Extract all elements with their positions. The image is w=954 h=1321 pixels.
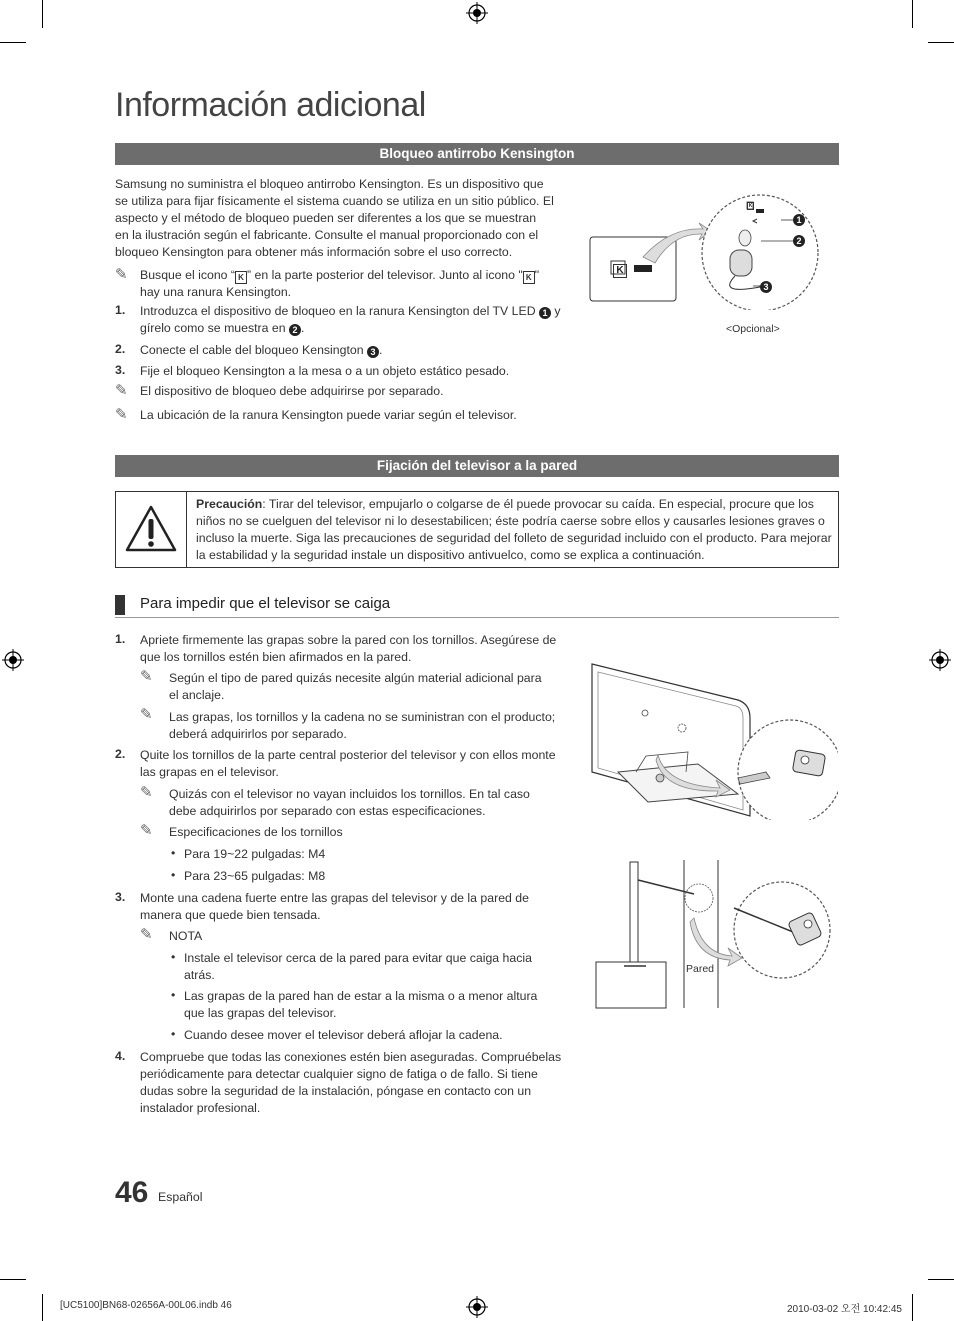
tv-wall-chain-illustration <box>594 858 834 1010</box>
step-text: Introduzca el dispositivo de bloqueo en la ranura Kensington del TV LED <box>140 304 536 318</box>
note-line: Instale el televisor cerca de la pared para evitar que caiga hacia <box>184 951 532 965</box>
screw-spec-item: Para 23~65 pulgadas: M8 <box>184 869 326 883</box>
wall-step-1-note-1 <box>169 670 569 704</box>
step-number: 1. <box>115 632 126 646</box>
step-line: instalador profesional. <box>140 1101 261 1115</box>
kensington-note-3: La ubicación de la ranura Kensington puede variar según el televisor. <box>140 408 517 422</box>
trim-mark <box>912 1294 913 1321</box>
note-item <box>184 950 564 984</box>
step-number: 2. <box>115 342 126 356</box>
step-line <box>140 320 570 337</box>
step-number: 3. <box>115 890 126 904</box>
trim-mark <box>0 42 26 43</box>
pencil-note-icon: ✎ <box>140 926 153 943</box>
wall-label: Pared <box>686 963 715 975</box>
pencil-note-icon: ✎ <box>115 266 128 283</box>
pencil-note-icon: ✎ <box>115 406 128 423</box>
intro-line: en la ilustración según el fabricante. Consulte el manual proporcionado con el <box>115 228 539 242</box>
wall-step-3-note: NOTA <box>169 929 203 943</box>
note-item <box>184 988 564 1022</box>
pencil-note-icon: ✎ <box>140 706 153 723</box>
note-text: Busque el icono “ <box>140 268 236 282</box>
pencil-note-icon: ✎ <box>140 668 153 685</box>
caution-line <box>196 496 836 513</box>
registration-crosshair-icon <box>466 2 488 24</box>
bullet: • <box>171 846 176 860</box>
note-line: deberá adquirirlos por separado. <box>169 727 347 741</box>
registration-crosshair-icon <box>466 1296 488 1318</box>
note-line: el anclaje. <box>169 688 225 702</box>
note-line: atrás. <box>184 968 215 982</box>
intro-line: aspecto y el método de bloqueo pueden ser diferentes a los que se muestran <box>115 211 537 225</box>
registration-crosshair-icon <box>929 649 951 671</box>
note-line: Quizás con el televisor no vayan incluidos los tornillos. En tal caso <box>169 787 530 801</box>
registration-crosshair-icon <box>2 649 24 671</box>
note-line: hay una ranura Kensington. <box>140 285 292 299</box>
kensington-k-icon: K <box>523 271 535 284</box>
warning-triangle-icon <box>124 504 178 554</box>
bullet: • <box>171 868 176 882</box>
note-item: Cuando desee mover el televisor deberá aflojar la cadena. <box>184 1028 503 1042</box>
wall-step-2 <box>140 747 570 781</box>
kensington-k-icon: K <box>748 203 753 209</box>
caution-divider <box>186 491 187 568</box>
intro-line: Samsung no suministra el bloqueo antirrobo Kensington. Es un dispositivo que <box>115 177 544 191</box>
step-line: manera que quede bien tensada. <box>140 908 321 922</box>
caution-label: Precaución <box>196 497 263 511</box>
bullet: • <box>171 988 176 1002</box>
kensington-k-icon: K <box>613 264 627 278</box>
step-line <box>140 303 570 320</box>
wall-step-1-note-2 <box>169 709 569 743</box>
caution-line: la estabilidad y la seguridad instale un dispositivo antivuelco, como se explica a continuación. <box>196 548 705 562</box>
trim-mark <box>0 1279 26 1280</box>
subsection-marker <box>115 595 125 615</box>
callout-1-badge: 1 <box>793 214 805 226</box>
footer-file-info: [UC5100]BN68-02656A-00L06.indb 46 <box>60 1300 232 1311</box>
caution-line: niños no se cuelguen del televisor ni lo desestabilicen; éste podría caerse sobre ellos y causarles lesiones graves o <box>196 514 825 528</box>
callout-3-badge: 3 <box>367 346 379 358</box>
subsection-rule <box>115 617 839 618</box>
callout-2-badge: 2 <box>793 235 805 247</box>
pencil-note-icon: ✎ <box>140 784 153 801</box>
bullet: • <box>171 1027 176 1041</box>
note-line: que las grapas del televisor. <box>184 1006 337 1020</box>
note-text: ” en la parte posterior del televisor. Junto al icono " <box>247 268 523 282</box>
note-text: " <box>534 268 540 282</box>
step-line: dudas sobre la seguridad de la instalación, póngase en contacto con un <box>140 1084 532 1098</box>
kensington-step-1 <box>140 303 570 337</box>
bullet: • <box>171 950 176 964</box>
section-bar-kensington: Bloqueo antirrobo Kensington <box>115 143 839 165</box>
caution-line: incluso la muerte. Siga las precauciones de seguridad del folleto de seguridad incluido con el producto. Para mejorar <box>196 531 832 545</box>
trim-mark <box>42 0 43 28</box>
intro-line: se utiliza para fijar físicamente el sistema cuando se utiliza en un sitio público. El <box>115 194 554 208</box>
figure-caption: <Opcional> <box>726 323 780 335</box>
step-number: 3. <box>115 363 126 377</box>
note-line <box>140 267 570 284</box>
kensington-step-3: Fije el bloqueo Kensington a la mesa o a un objeto estático pesado. <box>140 364 510 378</box>
step-line: Monte una cadena fuerte entre las grapas del televisor y de la pared de <box>140 891 529 905</box>
tv-rear-clamp-illustration <box>588 660 838 820</box>
pencil-note-icon: ✎ <box>140 822 153 839</box>
step-line: Apriete firmemente las grapas sobre la pared con los tornillos. Asegúrese de <box>140 633 557 647</box>
kensington-intro <box>115 176 555 261</box>
caution-line-text: : Tirar del televisor, empujarlo o colgarse de él puede provocar su caída. En especial, procure que los <box>262 497 814 511</box>
callout-3-badge: 3 <box>760 281 772 293</box>
kensington-k-icon: K <box>235 271 247 284</box>
step-text: gírelo como se muestra en <box>140 321 286 335</box>
step-text: . <box>301 321 305 335</box>
step-line: Compruebe que todas las conexiones estén bien aseguradas. Compruébelas <box>140 1050 562 1064</box>
wall-step-1 <box>140 632 570 666</box>
page-title: Información adicional <box>115 86 426 124</box>
caution-text <box>196 496 836 564</box>
subsection-heading: Para impedir que el televisor se caiga <box>140 595 391 612</box>
step-line: Quite los tornillos de la parte central posterior del televisor y con ellos monte <box>140 748 556 762</box>
kensington-step-2 <box>140 342 570 359</box>
step-text: . <box>378 343 383 357</box>
wall-step-2-note-1 <box>169 786 569 820</box>
note-line: Según el tipo de pared quizás necesite algún material adicional para <box>169 671 542 685</box>
trim-mark <box>928 1279 954 1280</box>
section-bar-wall: Fijación del televisor a la pared <box>115 455 839 477</box>
step-number: 2. <box>115 747 126 761</box>
intro-line: bloqueo Kensington para obtener más información sobre el uso correcto. <box>115 245 513 259</box>
callout-1-badge: 1 <box>539 307 551 319</box>
trim-mark <box>42 1294 43 1321</box>
wall-step-2-note-2: Especificaciones de los tornillos <box>169 825 343 839</box>
kensington-lock-illustration <box>585 185 830 310</box>
step-line: periódicamente para detectar cualquier signo de fatiga o de fallo. Si tiene <box>140 1067 538 1081</box>
page-number: 46 <box>115 1176 149 1209</box>
screw-spec-item: Para 19~22 pulgadas: M4 <box>184 847 326 861</box>
kensington-note-2: El dispositivo de bloqueo debe adquirirse por separado. <box>140 384 444 398</box>
note-line: Las grapas de la pared han de estar a la misma o a menor altura <box>184 989 538 1003</box>
footer-timestamp: 2010-03-02 오전 10:42:45 <box>787 1304 902 1315</box>
step-line: las grapas en el televisor. <box>140 765 279 779</box>
trim-mark <box>912 0 913 28</box>
wall-step-4 <box>140 1049 570 1117</box>
step-line: que los tornillos estén bien afirmados en la pared. <box>140 650 412 664</box>
callout-2-badge: 2 <box>289 324 301 336</box>
step-text: y <box>554 304 561 318</box>
kensington-note-1 <box>140 267 570 301</box>
trim-mark <box>928 42 954 43</box>
note-line: debe adquirirlos por separado con estas especificaciones. <box>169 804 486 818</box>
page-language: Español <box>158 1190 203 1204</box>
step-number: 4. <box>115 1049 126 1063</box>
pencil-note-icon: ✎ <box>115 382 128 399</box>
step-text: Conecte el cable del bloqueo Kensington <box>140 343 364 357</box>
wall-step-3 <box>140 890 570 924</box>
step-number: 1. <box>115 303 126 317</box>
note-line: Las grapas, los tornillos y la cadena no se suministran con el producto; <box>169 710 556 724</box>
